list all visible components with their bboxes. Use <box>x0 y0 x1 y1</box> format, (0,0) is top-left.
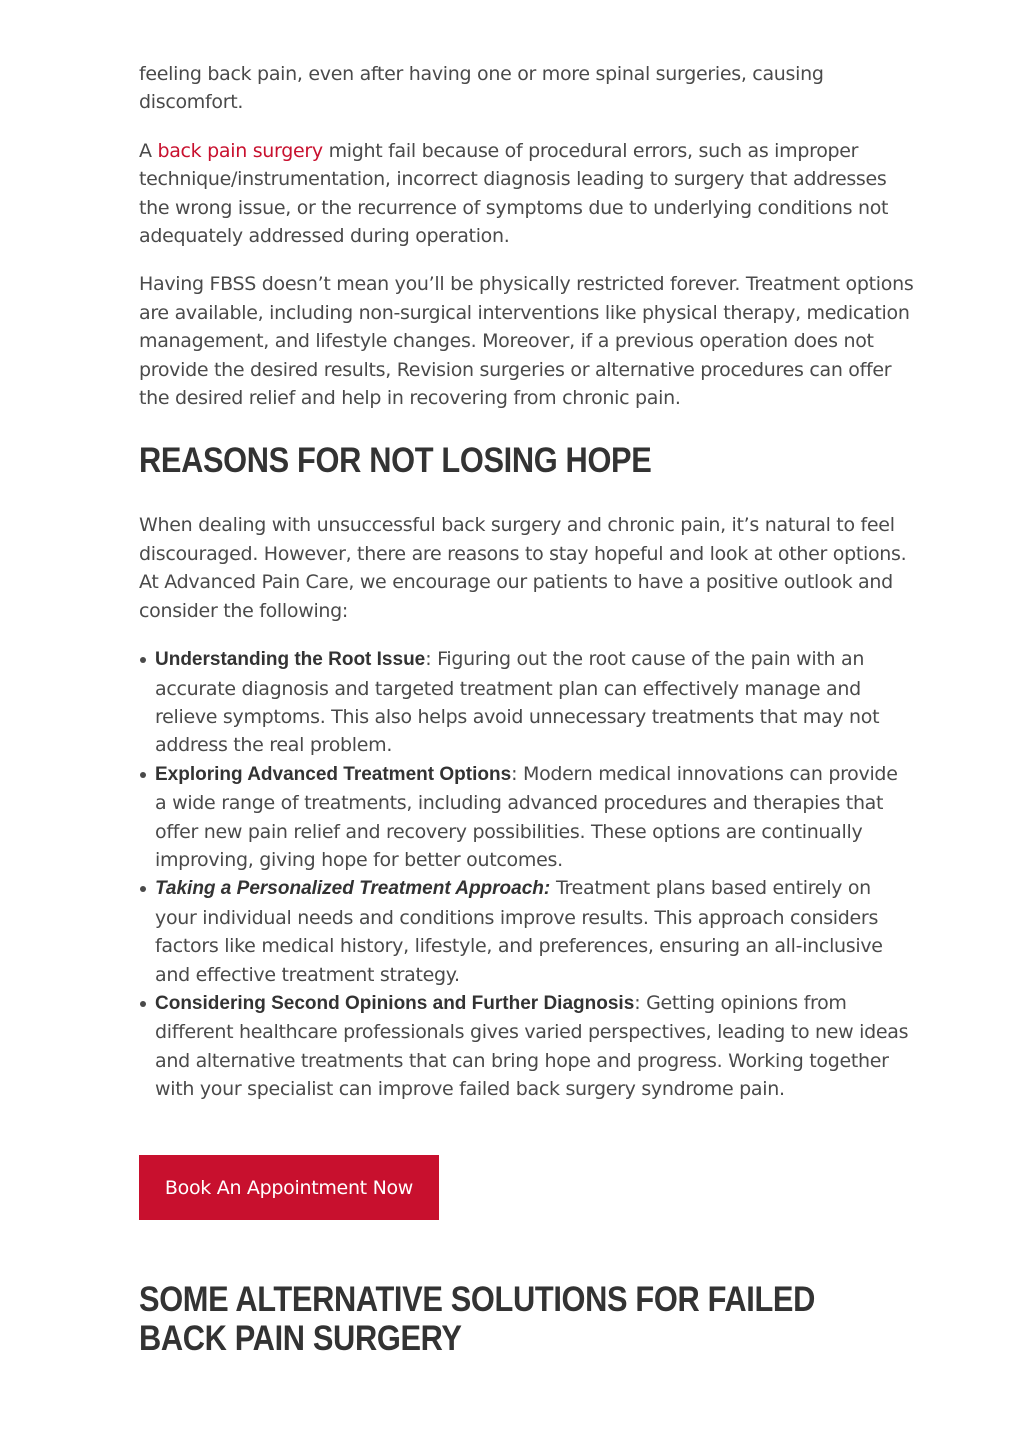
alternatives-heading-line-1: SOME ALTERNATIVE SOLUTIONS FOR FAILED <box>139 1279 815 1319</box>
cta-container <box>139 1155 914 1220</box>
list-item <box>155 645 914 760</box>
list-item-text: : Modern medical innovations can provide a wide range of treatments, including advanced procedures and therapies that offer new pain relief and recovery possibilities. These options are continually improving, giving hope for better outcomes. <box>155 762 898 871</box>
back-pain-surgery-link[interactable]: back pain surgery <box>157 139 323 162</box>
book-appointment-button[interactable]: Book An Appointment Now <box>139 1155 439 1220</box>
alternatives-heading-line-2: BACK PAIN SURGERY <box>139 1318 462 1358</box>
list-item <box>155 874 914 989</box>
list-item-text: Treatment plans based entirely on your individual needs and conditions improve results. This approach considers factors like medical history, lifestyle, and preferences, ensuring an all-inclusive and effective treatment strategy. <box>155 877 883 986</box>
list-item <box>155 760 914 875</box>
list-item-lead: Considering Second Opinions and Further Diagnosis <box>155 992 635 1014</box>
list-item <box>155 989 914 1104</box>
list-item-lead: Understanding the Root Issue <box>155 649 426 671</box>
intro-paragraph-3: Having FBSS doesn’t mean you’ll be physically restricted forever. Treatment options are available, including non-surgical interventions like physical therapy, medication management, and lifestyle changes. Moreover, if a previous operation does not provide the desired results, Revision surgeries or alternative procedures can offer the desired relief and help in recovering from chronic pain. <box>139 273 914 410</box>
intro-paragraph-2-prefix: A <box>139 139 158 162</box>
intro-paragraph-1: feeling back pain, even after having one or more spinal surgeries, causing discomfort. <box>139 63 824 114</box>
intro-paragraph-2-rest: might fail because of procedural errors, such as improper technique/instrumentation, incorrect diagnosis leading to surgery that addresses the wrong issue, or the recurrence of symptoms due to underlying conditions not adequately addressed during operation. <box>139 139 889 248</box>
intro-paragraph-2 <box>139 137 914 251</box>
list-item-text: : Figuring out the root cause of the pain with an accurate diagnosis and targeted treatment plan can effectively manage and relieve symptoms. This also helps avoid unnecessary treatments that may not address the real problem. <box>155 648 880 757</box>
reasons-intro-paragraph: When dealing with unsuccessful back surgery and chronic pain, it’s natural to feel discouraged. However, there are reasons to stay hopeful and look at other options. At Advanced Pain Care, we encourage our patients to have a positive outlook and consider the following: <box>139 514 907 622</box>
reasons-list <box>139 645 914 1104</box>
reasons-heading: REASONS FOR NOT LOSING HOPE <box>139 441 652 481</box>
list-item-text: : Getting opinions from different healthcare professionals gives varied perspectives, leading to new ideas and alternative treatments that can bring hope and progress. Working together with your specialist can improve failed back surgery syndrome pain. <box>155 991 909 1101</box>
alternatives-heading <box>139 1280 821 1358</box>
list-item-lead: Taking a Personalized Treatment Approach: <box>155 878 551 900</box>
list-item-lead: Exploring Advanced Treatment Options <box>155 763 512 785</box>
article-content <box>139 60 914 1358</box>
